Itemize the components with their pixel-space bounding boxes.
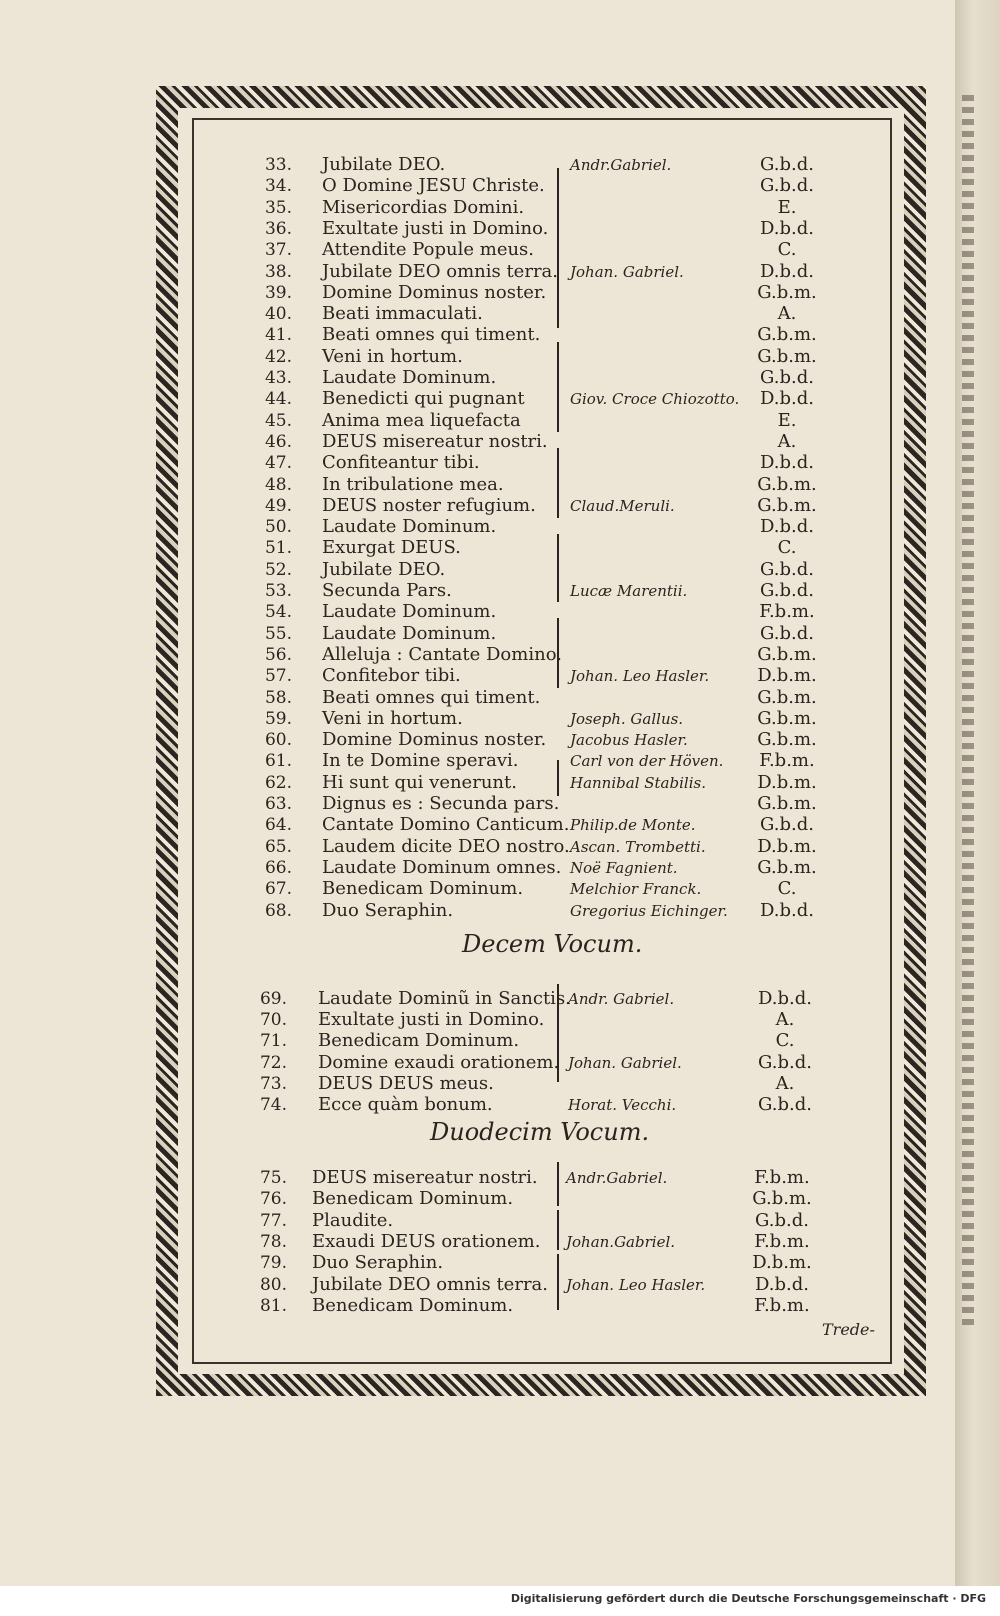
- bracket-divider: [557, 760, 567, 796]
- item-composer: Lucæ Marentii.: [570, 582, 688, 600]
- item-title: Confiteantur tibi.: [322, 452, 480, 474]
- facing-page-border: [962, 95, 974, 1325]
- item-title: O Domine JESU Christe.: [322, 175, 545, 197]
- bracket-divider: [557, 984, 567, 1024]
- item-number: 80.: [259, 1274, 287, 1295]
- item-key: A.: [777, 430, 797, 452]
- item-number: 55.: [264, 623, 292, 644]
- item-title: Beati omnes qui timent.: [322, 324, 541, 346]
- item-key: G.b.m.: [757, 494, 817, 516]
- item-title: Beati omnes qui timent.: [322, 686, 541, 708]
- item-number: 41.: [264, 325, 292, 346]
- item-key: C.: [777, 537, 797, 559]
- item-title: In tribulatione mea.: [322, 473, 504, 495]
- item-number: 62.: [264, 772, 292, 793]
- item-key: G.b.m.: [757, 856, 817, 878]
- item-key: A.: [775, 1009, 795, 1031]
- item-composer: Hannibal Stabilis.: [570, 773, 706, 792]
- item-key: F.b.m.: [759, 750, 815, 772]
- bracket-divider: [557, 618, 567, 688]
- item-composer: Andr.Gabriel.: [566, 1169, 668, 1187]
- item-number: 67.: [264, 879, 292, 900]
- item-number: 35.: [264, 197, 292, 218]
- item-number: 40.: [264, 304, 292, 325]
- item-number: 72.: [259, 1052, 287, 1073]
- item-title: Anima mea liquefacta: [322, 409, 521, 431]
- item-title: Exultate justi in Domino.: [322, 217, 549, 239]
- item-title: In te Domine speravi.: [322, 750, 519, 772]
- item-title: DEUS misereatur nostri.: [322, 430, 548, 452]
- item-key: G.b.m.: [757, 473, 817, 495]
- footer-credit: Digitalisierung gefördert durch die Deutsche Forschungsgemeinschaft · DFG: [510, 1592, 986, 1605]
- item-title: Laudate Dominum.: [322, 367, 497, 388]
- item-number: 47.: [264, 453, 292, 474]
- section-heading-duodecim: Duodecim Vocum.: [430, 1118, 650, 1146]
- item-number: 75.: [259, 1168, 287, 1188]
- item-number: 79.: [259, 1253, 287, 1274]
- item-number: 59.: [264, 708, 292, 729]
- item-title: Misericordias Domini.: [322, 196, 525, 218]
- item-title: Laudate Dominum.: [322, 516, 497, 538]
- item-key: D.b.m.: [757, 771, 817, 793]
- item-composer: Philip.de Monte.: [570, 816, 696, 835]
- item-title: Attendite Popule meus.: [322, 239, 535, 261]
- item-title: Exultate justi in Domino.: [318, 1009, 545, 1031]
- item-number: 76.: [259, 1189, 287, 1210]
- item-title: Domine Dominus noster.: [322, 729, 547, 751]
- item-title: Exurgat DEUS.: [322, 537, 461, 559]
- item-title: Jubilate DEO omnis terra.: [312, 1273, 548, 1295]
- bracket-divider: [557, 342, 567, 432]
- item-number: 63.: [264, 794, 292, 814]
- item-composer: Johan. Leo Hasler.: [566, 1275, 706, 1294]
- item-number: 58.: [264, 687, 292, 708]
- item-key: F.b.m.: [754, 1294, 810, 1316]
- item-key: D.b.d.: [760, 516, 814, 538]
- item-key: G.b.d.: [760, 558, 814, 580]
- item-key: A.: [775, 1072, 795, 1094]
- item-title: Domine exaudi orationem.: [318, 1051, 560, 1073]
- item-number: 73.: [259, 1073, 287, 1094]
- item-title: Laudate Dominum.: [322, 601, 497, 623]
- item-composer: Johan. Gabriel.: [568, 1053, 682, 1072]
- item-title: Benedicam Dominum.: [312, 1294, 514, 1316]
- item-key: D.b.d.: [760, 899, 814, 921]
- section-heading-decem: Decem Vocum.: [462, 930, 643, 958]
- item-key: F.b.m.: [754, 1230, 810, 1252]
- item-key: C.: [775, 1030, 795, 1052]
- bracket-divider: [557, 1024, 567, 1082]
- item-number: 57.: [264, 666, 292, 687]
- item-composer: Jacobus Hasler.: [570, 731, 688, 750]
- item-key: C.: [777, 878, 797, 900]
- bracket-divider: [557, 448, 567, 518]
- item-composer: Joseph. Gallus.: [570, 709, 684, 728]
- item-key: C.: [777, 239, 797, 261]
- item-title: Veni in hortum.: [322, 345, 463, 367]
- item-key: D.b.d.: [755, 1273, 809, 1295]
- item-key: G.b.m.: [757, 707, 817, 729]
- item-key: G.b.m.: [757, 345, 817, 367]
- item-title: DEUS noster refugium.: [322, 494, 536, 516]
- item-key: G.b.m.: [757, 281, 817, 303]
- item-number: 36.: [264, 218, 292, 239]
- item-title: Domine Dominus noster.: [322, 281, 547, 303]
- bracket-divider: [557, 1254, 567, 1310]
- bracket-divider: [557, 1210, 567, 1250]
- item-title: Laudate Dominum omnes.: [322, 856, 562, 878]
- item-number: 43.: [264, 368, 292, 388]
- item-title: Laudate Dominum.: [322, 622, 497, 644]
- item-number: 56.: [264, 644, 292, 665]
- item-composer: Johan. Gabriel.: [570, 262, 684, 281]
- item-key: D.b.d.: [760, 260, 814, 282]
- item-number: 34.: [264, 176, 292, 197]
- item-key: G.b.d.: [760, 367, 814, 388]
- item-number: 64.: [264, 815, 292, 836]
- item-number: 51.: [264, 538, 292, 559]
- item-number: 33.: [264, 155, 292, 175]
- item-number: 37.: [264, 240, 292, 261]
- item-key: E.: [777, 409, 797, 431]
- item-title: Laudem dicite DEO nostro.: [322, 835, 570, 857]
- item-key: G.b.m.: [757, 729, 817, 751]
- item-composer: Gregorius Eichinger.: [570, 901, 728, 920]
- item-key: D.b.m.: [752, 1252, 812, 1274]
- item-title: Dignus es : Secunda pars.: [322, 793, 560, 814]
- item-composer: Giov. Croce Chiozotto.: [570, 390, 740, 409]
- item-title: Benedicam Dominum.: [312, 1188, 514, 1210]
- item-title: Exaudi DEUS orationem.: [312, 1230, 541, 1252]
- item-number: 46.: [264, 431, 292, 452]
- item-key: G.b.m.: [757, 793, 817, 814]
- item-number: 49.: [264, 495, 292, 516]
- item-number: 53.: [264, 581, 292, 601]
- item-key: D.b.m.: [757, 665, 817, 687]
- item-key: F.b.m.: [759, 601, 815, 623]
- item-number: 54.: [264, 602, 292, 623]
- item-number: 78.: [259, 1231, 287, 1252]
- item-number: 70.: [259, 1010, 287, 1031]
- item-composer: Melchior Franck.: [570, 880, 702, 899]
- item-title: Veni in hortum.: [322, 707, 463, 729]
- item-title: Cantate Domino Canticum.: [322, 814, 570, 836]
- item-key: G.b.d.: [760, 175, 814, 197]
- item-title: Jubilate DEO omnis terra.: [322, 260, 558, 282]
- item-title: Beati immaculati.: [322, 303, 483, 325]
- item-composer: Carl von der Höven.: [570, 752, 724, 771]
- item-title: Hi sunt qui venerunt.: [322, 771, 517, 793]
- item-title: Jubilate DEO.: [322, 154, 446, 175]
- item-number: 42.: [264, 346, 292, 367]
- item-number: 60.: [264, 730, 292, 751]
- item-composer: Claud.Meruli.: [570, 496, 675, 515]
- item-title: Benedicam Dominum.: [318, 1030, 520, 1052]
- item-title: Jubilate DEO.: [322, 558, 446, 580]
- item-number: 74.: [259, 1095, 287, 1115]
- item-number: 66.: [264, 857, 292, 878]
- item-number: 50.: [264, 517, 292, 538]
- footer-bar: [0, 1586, 1000, 1616]
- item-key: G.b.d.: [760, 622, 814, 644]
- item-key: G.b.d.: [758, 1051, 812, 1073]
- item-title: Alleluja : Cantate Domino.: [322, 643, 562, 665]
- item-composer: Johan. Leo Hasler.: [570, 667, 710, 686]
- bracket-divider: [557, 1162, 567, 1206]
- item-key: G.b.m.: [757, 686, 817, 708]
- item-key: D.b.d.: [760, 452, 814, 474]
- item-key: G.b.d.: [755, 1209, 809, 1231]
- item-key: F.b.m.: [754, 1167, 810, 1188]
- item-key: D.b.d.: [760, 388, 814, 410]
- item-number: 68.: [264, 900, 292, 921]
- item-title: Duo Seraphin.: [322, 899, 454, 921]
- item-number: 77.: [259, 1210, 287, 1231]
- item-composer: Andr. Gabriel.: [568, 990, 675, 1008]
- item-key: G.b.d.: [760, 580, 814, 601]
- item-number: 81.: [259, 1295, 287, 1316]
- item-title: Benedicam Dominum.: [322, 878, 524, 900]
- item-composer: Noë Fagnient.: [570, 858, 678, 877]
- catchword: Trede-: [822, 1320, 875, 1339]
- item-number: 45.: [264, 410, 292, 431]
- item-key: G.b.m.: [757, 324, 817, 346]
- item-number: 44.: [264, 389, 292, 410]
- item-key: G.b.d.: [760, 814, 814, 836]
- item-title: Secunda Pars.: [322, 580, 452, 601]
- item-key: G.b.m.: [752, 1188, 812, 1210]
- item-key: E.: [777, 196, 797, 218]
- item-composer: Ascan. Trombetti.: [570, 837, 706, 856]
- item-key: D.b.d.: [758, 988, 812, 1009]
- item-number: 39.: [264, 282, 292, 303]
- item-key: G.b.d.: [758, 1094, 812, 1115]
- item-number: 38.: [264, 261, 292, 282]
- item-title: Plaudite.: [312, 1209, 394, 1231]
- item-key: A.: [777, 303, 797, 325]
- item-title: Duo Seraphin.: [312, 1252, 444, 1274]
- item-number: 52.: [264, 559, 292, 580]
- item-key: G.b.d.: [760, 154, 814, 175]
- item-composer: Andr.Gabriel.: [570, 156, 672, 174]
- item-title: DEUS misereatur nostri.: [312, 1167, 538, 1188]
- item-number: 48.: [264, 474, 292, 495]
- item-title: Benedicti qui pugnant: [322, 388, 525, 410]
- item-key: G.b.m.: [757, 643, 817, 665]
- item-title: DEUS DEUS meus.: [318, 1072, 494, 1094]
- item-composer: Johan.Gabriel.: [566, 1232, 676, 1251]
- bracket-divider: [557, 534, 567, 602]
- item-number: 61.: [264, 751, 292, 772]
- bracket-divider: [557, 168, 567, 328]
- item-number: 65.: [264, 836, 292, 857]
- item-key: D.b.m.: [757, 835, 817, 857]
- item-number: 71.: [259, 1031, 287, 1052]
- item-key: D.b.d.: [760, 217, 814, 239]
- item-title: Laudate Dominũ in Sanctis.: [318, 988, 571, 1009]
- item-composer: Horat. Vecchi.: [568, 1096, 677, 1114]
- item-title: Confitebor tibi.: [322, 665, 461, 687]
- item-number: 69.: [259, 989, 287, 1009]
- item-title: Ecce quàm bonum.: [318, 1094, 493, 1115]
